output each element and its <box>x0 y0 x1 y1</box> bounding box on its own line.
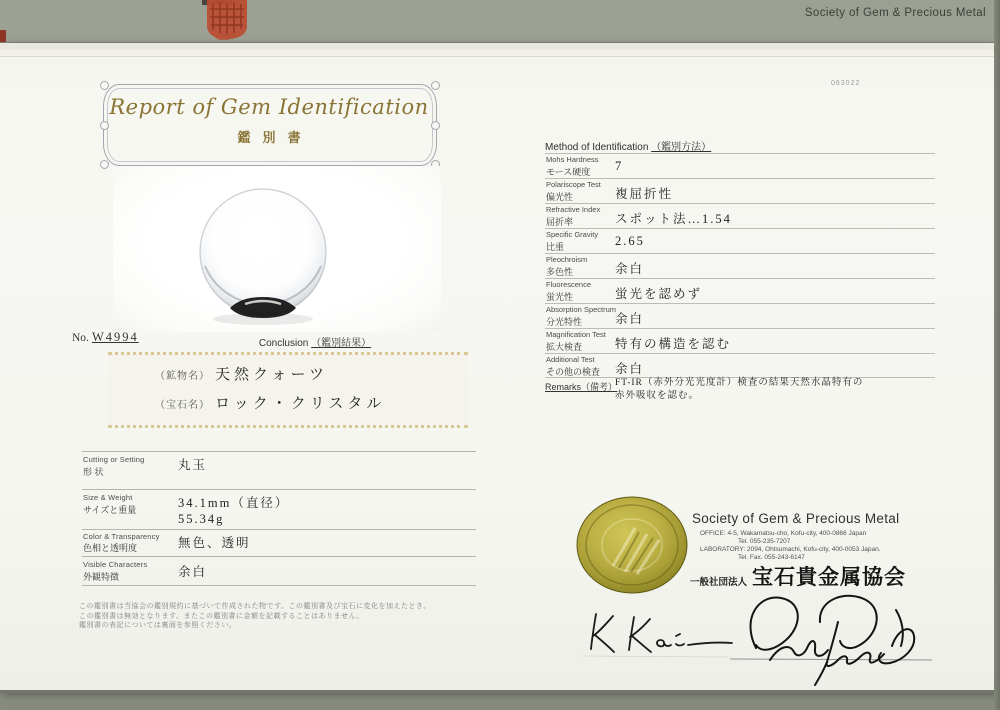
method-label-ja: 拡大検査 <box>546 342 583 352</box>
spec-value <box>178 495 289 527</box>
method-label-ja: 偏光性 <box>546 192 574 202</box>
method-label-ja: 多色性 <box>546 267 574 277</box>
method-value: 特有の構造を認む <box>615 337 732 351</box>
spec-row-visible <box>82 556 476 586</box>
frame-ornament <box>431 81 440 90</box>
gem-name-value: ロック・クリスタル <box>215 396 386 412</box>
frame-ornament <box>100 81 109 90</box>
method-row-refractive <box>545 203 935 229</box>
spec-value: 丸玉 <box>178 458 208 472</box>
method-row-fluorescence <box>545 278 935 304</box>
organization-name <box>690 561 906 591</box>
remarks-value <box>615 377 945 402</box>
laboratory-tel: Tel. Fax. 055-243-6147 <box>738 554 805 561</box>
remarks-label: Remarks（備考） <box>545 382 618 392</box>
spec-row-size-weight <box>82 489 476 530</box>
footnote-line: この鑑別書は当協会の鑑別規約に基づいて作成された物です。この鑑別書及び宝石に変化を加えたとき、 <box>79 603 431 610</box>
office-address: OFFICE: 4-5, Wakamatsu-cho, Kofu-city, 400-0866 Japan <box>700 530 867 537</box>
method-value: 余白 <box>615 312 645 326</box>
method-label-en: Specific Gravity <box>546 230 599 239</box>
spec-label-ja: 形 状 <box>83 467 104 477</box>
issuer-name: Society of Gem & Precious Metal <box>692 511 900 526</box>
method-value: 2.65 <box>615 234 645 248</box>
remarks-line: FT-IR（赤外分光光度計）検査の結果天然水晶特有の <box>615 378 864 388</box>
method-label-ja: その他の検査 <box>546 367 601 377</box>
scan-right-edge <box>994 0 1000 710</box>
report-number <box>72 330 139 345</box>
weight-value: 55.34g <box>178 512 225 526</box>
report-title-ja: 鑑別書 <box>237 130 313 145</box>
gem-photo <box>113 166 441 332</box>
signature-left <box>591 614 732 652</box>
spec-label-ja: 外観特徴 <box>83 572 120 582</box>
method-value: 複屈折性 <box>615 187 674 201</box>
method-value: 余白 <box>615 362 645 376</box>
method-label-ja: 分光特性 <box>546 317 583 327</box>
spec-value: 無色、透明 <box>178 536 251 550</box>
method-value: スポット法…1.54 <box>615 212 732 226</box>
issuer-address <box>700 530 881 562</box>
method-row-polariscope <box>545 178 935 204</box>
gold-embossed-seal <box>575 496 689 601</box>
scanner-top-brand: Society of Gem & Precious Metal <box>804 7 986 19</box>
footnote <box>79 602 439 631</box>
method-label-en: Pleochroism <box>546 255 588 264</box>
method-label-en: Mohs Hardness <box>546 155 599 164</box>
method-value: 蛍光を認めず <box>615 287 703 301</box>
red-seal-stamp <box>205 0 249 45</box>
spec-label-ja: 色相と透明度 <box>83 543 138 553</box>
method-value: 7 <box>615 159 624 173</box>
spec-row-color <box>82 529 476 557</box>
method-label-ja: 屈折率 <box>546 217 574 227</box>
org-name: 宝石貴金属協会 <box>752 566 907 589</box>
conclusion-band <box>108 352 468 428</box>
method-row-absorption <box>545 303 935 329</box>
mineral-name-label: （鉱物名） <box>155 371 210 382</box>
gem-name-label: （宝石名） <box>155 400 210 411</box>
mineral-name-value: 天然クォーツ <box>215 367 328 383</box>
report-number-label: No. <box>72 332 89 344</box>
conclusion-header-ja: （鑑別結果） <box>311 338 372 349</box>
method-row-mohs <box>545 153 935 179</box>
footnote-line: この鑑別書は無効となります。またこの鑑別書に金額を記載することはありません。 <box>79 612 364 620</box>
method-label-en: Absorption Spectrum <box>546 305 617 314</box>
size-value: 34.1mm（直径） <box>178 496 290 510</box>
signature-right <box>750 596 914 685</box>
method-table-header <box>545 138 711 153</box>
crystal-sphere <box>200 189 326 315</box>
report-title-en: Report of Gem Identification <box>109 95 429 119</box>
spec-row-cutting <box>82 451 476 490</box>
spec-table-bottom-rule <box>82 585 476 586</box>
spec-label-en: Size & Weight <box>83 493 133 502</box>
method-row-additional <box>545 353 935 378</box>
serial-stamp: 063022 <box>831 80 861 87</box>
method-label-ja: モース硬度 <box>546 167 591 177</box>
method-row-gravity <box>545 228 935 254</box>
method-label-en: Additional Test <box>546 355 595 364</box>
remarks-line: 赤外吸収を認む。 <box>615 390 700 401</box>
method-label-ja: 比重 <box>546 242 565 252</box>
spec-value: 余白 <box>178 565 208 579</box>
footnote-line: 鑑別書の表記については裏面を参照ください。 <box>79 622 237 629</box>
method-header-ja: （鑑別方法） <box>651 142 712 153</box>
laboratory-address: LABORATORY: 2094, Ohtsumachi, Kofu-city, 400-0053 Japan. <box>700 546 881 553</box>
method-label-en: Refractive Index <box>546 205 601 214</box>
method-label-en: Magnification Test <box>546 330 606 339</box>
frame-ornament <box>100 160 109 169</box>
method-row-pleochroism <box>545 253 935 279</box>
org-prefix: 一般社団法人 <box>690 577 748 588</box>
report-number-value: W4994 <box>91 330 139 344</box>
spec-label-en: Visible Characters <box>83 560 148 569</box>
signatures <box>580 588 980 693</box>
method-value: 余白 <box>615 262 645 276</box>
method-label-ja: 蛍光性 <box>546 292 574 302</box>
method-label-en: Polariscope Test <box>546 180 601 189</box>
conclusion-header-en: Conclusion <box>258 338 309 349</box>
method-header-en: Method of Identification <box>545 142 649 153</box>
spec-label-ja: サイズと重量 <box>83 505 137 515</box>
conclusion-header <box>200 334 430 349</box>
method-row-magnification <box>545 328 935 354</box>
office-tel: Tel. 055-235-7207 <box>738 538 791 545</box>
spec-label-en: Cutting or Setting <box>83 455 145 464</box>
spec-label-en: Color & Transparency <box>83 532 160 541</box>
method-label-en: Fluorescence <box>546 280 592 289</box>
